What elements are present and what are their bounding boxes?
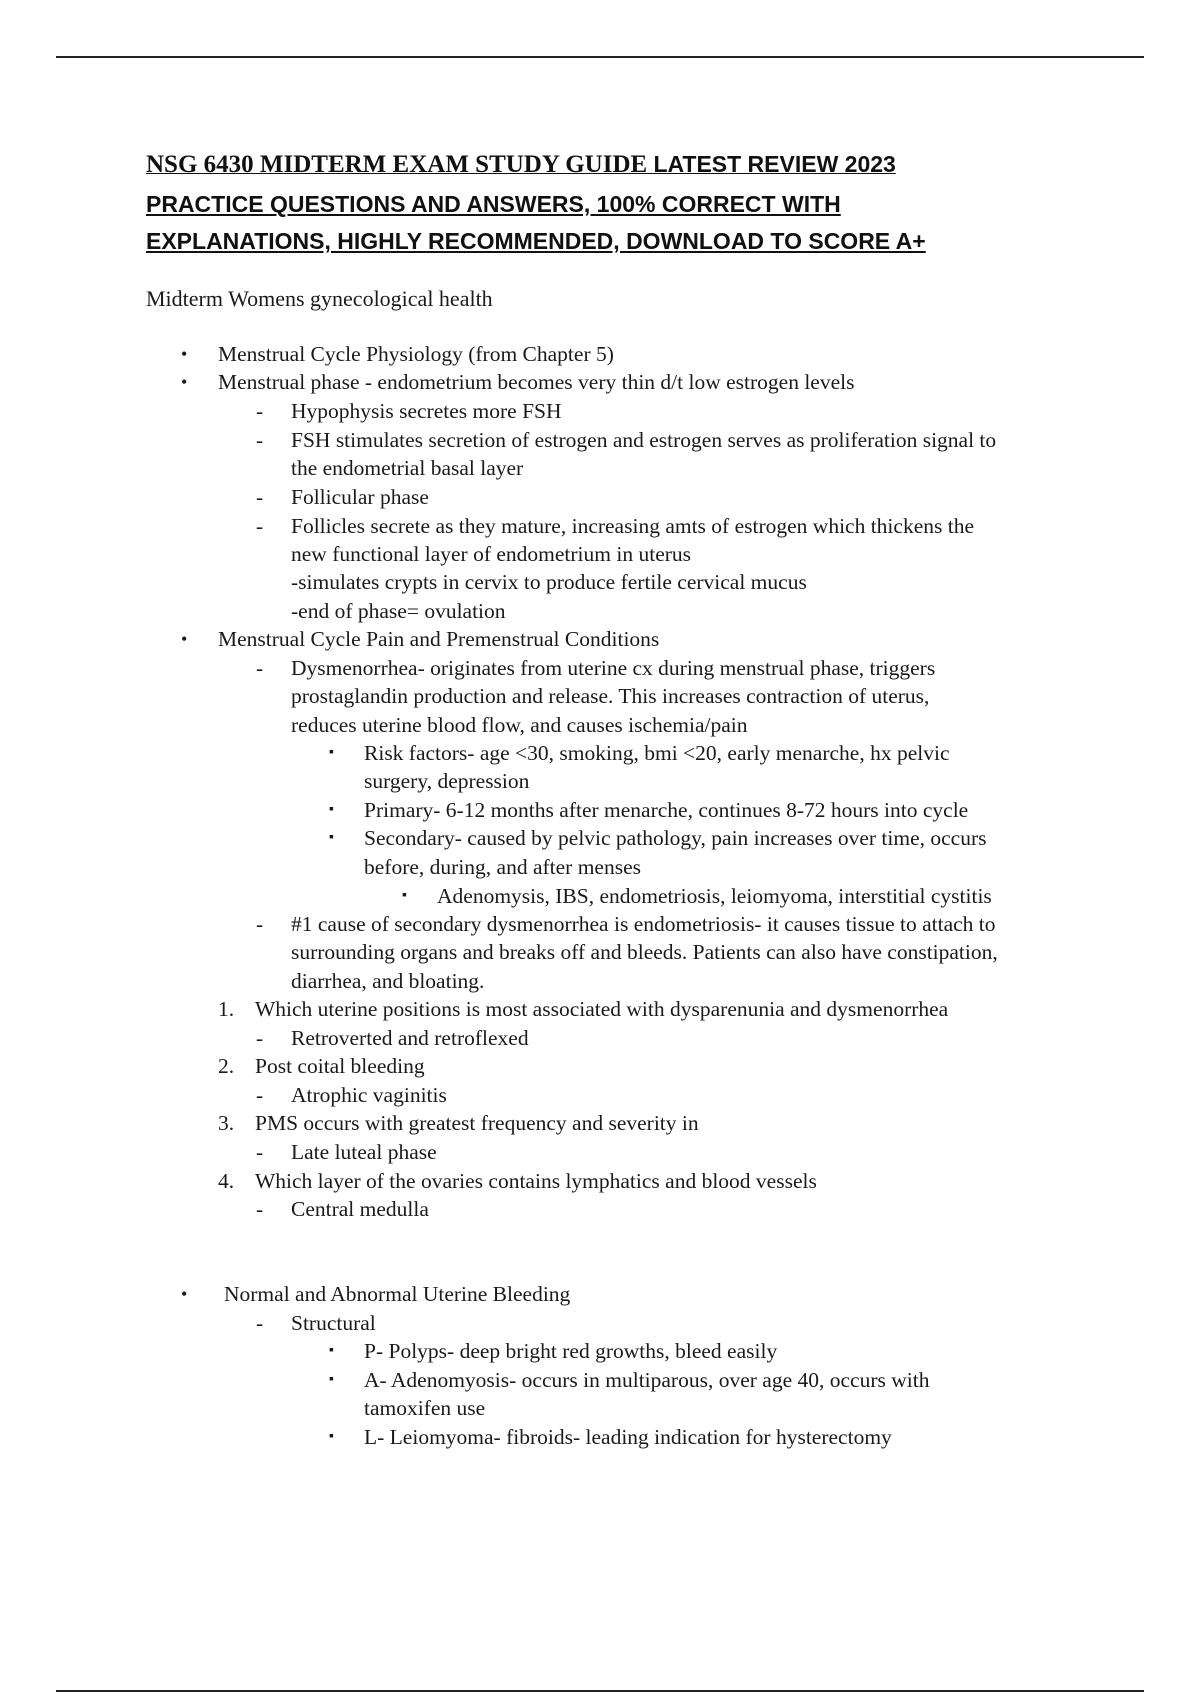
dash-marker: - — [256, 514, 264, 538]
list-item: Risk factors- age <30, smoking, bmi <20, early menarche, hx pelvic — [364, 741, 950, 765]
list-item: -end of phase= ovulation — [291, 599, 506, 623]
answer-item: Late luteal phase — [291, 1140, 437, 1164]
square-marker: ▪ — [402, 888, 407, 903]
list-item: Hypophysis secretes more FSH — [291, 399, 562, 423]
answer-item: Central medulla — [291, 1197, 429, 1221]
question-item: Which uterine positions is most associated with dysparenunia and dysmenorrhea — [255, 997, 949, 1021]
number-marker: 1. — [218, 997, 235, 1021]
list-item: #1 cause of secondary dysmenorrhea is endometriosis- it causes tissue to attach to — [291, 912, 996, 936]
dash-marker: - — [256, 1026, 264, 1050]
answer-item: Retroverted and retroflexed — [291, 1026, 529, 1050]
list-item: P- Polyps- deep bright red growths, bleed easily — [364, 1339, 778, 1363]
bullet-marker: • — [181, 372, 188, 392]
title-line-1: NSG 6430 MIDTERM EXAM STUDY GUIDE LATEST REVIEW 2023 — [146, 151, 896, 178]
list-item: Menstrual Cycle Physiology (from Chapter 5) — [218, 342, 614, 366]
dash-marker: - — [256, 1197, 264, 1221]
list-item: L- Leiomyoma- fibroids- leading indication for hysterectomy — [364, 1425, 892, 1449]
dash-marker: - — [256, 1083, 264, 1107]
list-item: Menstrual phase - endometrium becomes very thin d/t low estrogen levels — [218, 370, 855, 394]
list-item: Structural — [291, 1311, 376, 1335]
list-item: before, during, and after menses — [364, 855, 642, 879]
answer-item: Atrophic vaginitis — [291, 1083, 447, 1107]
square-marker: ▪ — [329, 802, 334, 817]
number-marker: 3. — [218, 1111, 235, 1135]
list-item: prostaglandin production and release. This increases contraction of uterus, — [291, 684, 930, 708]
list-item: -simulates crypts in cervix to produce fertile cervical mucus — [291, 570, 807, 594]
number-marker: 2. — [218, 1054, 235, 1078]
bottom-rule — [56, 1690, 1144, 1692]
bullet-marker: • — [181, 344, 188, 364]
list-item: new functional layer of endometrium in uterus — [291, 542, 692, 566]
list-item: Secondary- caused by pelvic pathology, pain increases over time, occurs — [364, 826, 987, 850]
list-item: reduces uterine blood flow, and causes ischemia/pain — [291, 713, 748, 737]
list-item: Adenomysis, IBS, endometriosis, leiomyoma, interstitial cystitis — [437, 884, 992, 908]
dash-marker: - — [256, 485, 264, 509]
dash-marker: - — [256, 1140, 264, 1164]
top-rule — [56, 56, 1144, 58]
bullet-marker: • — [181, 1284, 188, 1304]
dash-marker: - — [256, 428, 264, 452]
list-item: surrounding organs and breaks off and bleeds. Patients can also have constipation, — [291, 940, 998, 964]
list-item: Dysmenorrhea- originates from uterine cx during menstrual phase, triggers — [291, 656, 936, 680]
list-item: tamoxifen use — [364, 1396, 486, 1420]
title-line-3: EXPLANATIONS, HIGHLY RECOMMENDED, DOWNLOAD TO SCORE A+ — [146, 228, 926, 254]
square-marker: ▪ — [329, 745, 334, 760]
list-item: Follicular phase — [291, 485, 429, 509]
list-item: Normal and Abnormal Uterine Bleeding — [224, 1282, 571, 1306]
square-marker: ▪ — [329, 830, 334, 845]
dash-marker: - — [256, 656, 264, 680]
dash-marker: - — [256, 1311, 264, 1335]
question-item: Post coital bleeding — [255, 1054, 425, 1078]
dash-marker: - — [256, 399, 264, 423]
list-item: Follicles secrete as they mature, increasing amts of estrogen which thickens the — [291, 514, 975, 538]
title-line-2: PRACTICE QUESTIONS AND ANSWERS, 100% CORRECT WITH — [146, 191, 841, 217]
list-item: surgery, depression — [364, 769, 530, 793]
list-item: the endometrial basal layer — [291, 456, 524, 480]
dash-marker: - — [256, 912, 264, 936]
square-marker: ▪ — [329, 1343, 334, 1358]
question-item: PMS occurs with greatest frequency and severity in — [255, 1111, 699, 1135]
question-item: Which layer of the ovaries contains lymphatics and blood vessels — [255, 1169, 817, 1193]
document-subtitle: Midterm Womens gynecological health — [146, 286, 493, 311]
list-item: Menstrual Cycle Pain and Premenstrual Conditions — [218, 627, 660, 651]
document-title — [146, 146, 1106, 260]
list-item: A- Adenomyosis- occurs in multiparous, over age 40, occurs with — [364, 1368, 930, 1392]
list-item: Primary- 6-12 months after menarche, continues 8-72 hours into cycle — [364, 798, 969, 822]
square-marker: ▪ — [329, 1372, 334, 1387]
list-item: FSH stimulates secretion of estrogen and estrogen serves as proliferation signal to — [291, 428, 997, 452]
square-marker: ▪ — [329, 1429, 334, 1444]
number-marker: 4. — [218, 1169, 235, 1193]
list-item: diarrhea, and bloating. — [291, 969, 485, 993]
bullet-marker: • — [181, 629, 188, 649]
